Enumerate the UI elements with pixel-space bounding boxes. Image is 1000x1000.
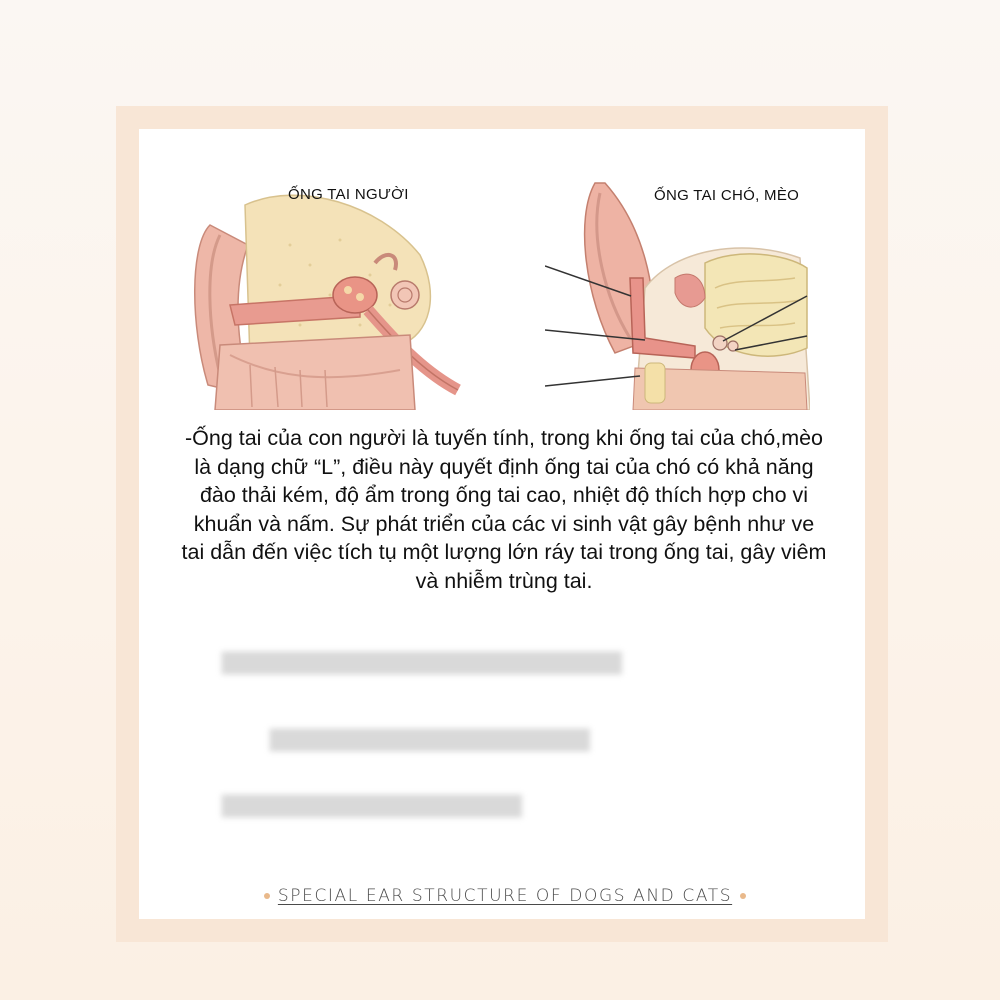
footer-title: SPECIAL EAR STRUCTURE OF DOGS AND CATS: [277, 886, 733, 906]
human-ear-illustration: [190, 185, 465, 410]
human-ear-caption: ỐNG TAI NGƯỜI: [288, 186, 409, 203]
footer-banner: [240, 883, 770, 909]
faded-background-text: ▆▆▆▆▆▆▆▆▆▆▆▆▆▆▆▆: [270, 722, 590, 752]
dot-icon: [740, 893, 746, 899]
dot-icon: [264, 893, 270, 899]
faded-background-text: ▆▆▆▆▆▆▆▆▆▆▆▆▆▆▆▆▆▆▆▆: [222, 645, 622, 675]
dog-cat-ear-caption: ỐNG TAI CHÓ, MÈO: [654, 187, 800, 204]
description-paragraph: -Ống tai của con người là tuyến tính, trong khi ống tai của chó,mèo là dạng chữ “L”, điều này quyết định ống tai của chó có khả năng đào thải kém, độ ẩm trong ống tai cao, nhiệt độ thích hợp cho vi khuẩn và nấm. Sự phát triển của các vi sinh vật gây bệnh như ve tai dẫn đến việc tích tụ một lượng lớn ráy tai trong ống tai, gây viêm và nhiễm trùng tai.: [181, 426, 827, 593]
dog-cat-ear-illustration: [545, 178, 810, 410]
faded-background-text: ▆▆▆▆▆▆▆▆▆▆▆▆▆▆▆: [222, 788, 522, 818]
